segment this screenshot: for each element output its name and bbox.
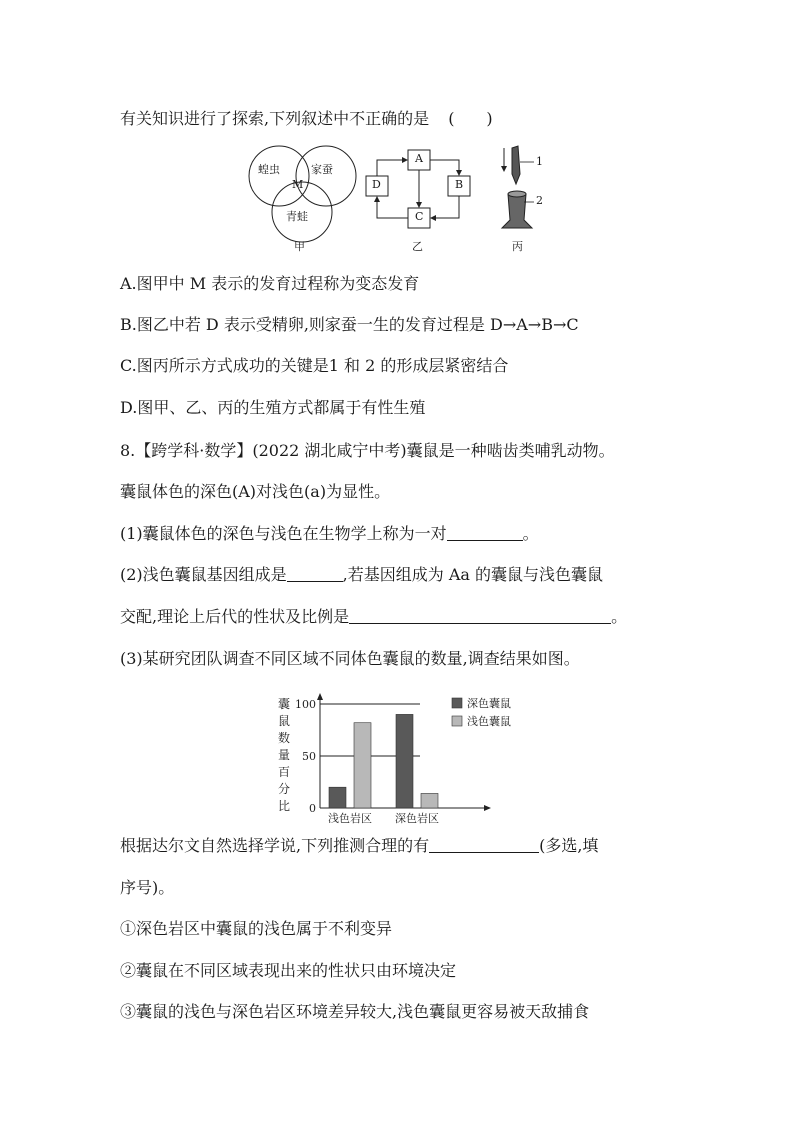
option-d: D.图甲、乙、丙的生殖方式都属于有性生殖: [120, 398, 426, 417]
figure-jia-label: 甲: [294, 240, 305, 253]
arrow-a-to-b: [430, 160, 459, 175]
question8-after-chart-cont: 序号)。: [120, 878, 175, 897]
answer-blank-4[interactable]: [429, 836, 539, 853]
y-tick-label: 0: [309, 802, 316, 815]
scion-shape: [512, 146, 520, 184]
statement-2: ②囊鼠在不同区域表现出来的性状只由环境决定: [120, 961, 457, 980]
option-b: B.图乙中若 D 表示受精卵,则家蚕一生的发育过程是 D→A→B→C: [120, 315, 579, 334]
legend-label: 深色囊鼠: [467, 697, 511, 710]
venn-center-m: M: [292, 178, 304, 191]
y-axis-arrow: [317, 693, 323, 700]
bar-1-1: [421, 793, 438, 808]
stock-shape: [502, 194, 532, 228]
arrow-b-to-c: [431, 196, 459, 218]
question8-after-chart: 根据达尔文自然选择学说,下列推测合理的有 (多选,填: [120, 836, 599, 855]
cycle-label-b: B: [455, 178, 464, 191]
legend-swatch: [452, 716, 462, 726]
y-axis-label-char: 分: [277, 782, 291, 796]
answer-blank-2[interactable]: [287, 565, 343, 582]
answer-paren: ( ): [448, 109, 493, 128]
question8-sub2: (2)浅色囊鼠基因组成是 ,若基因组成为 Aa 的囊鼠与浅色囊鼠: [120, 565, 604, 584]
answer-blank-3[interactable]: [349, 607, 611, 624]
bar-1-0: [396, 714, 413, 808]
figure-bing-grafting: [496, 144, 540, 236]
question8-sub1: (1)囊鼠体色的深色与浅色在生物学上称为一对 。: [120, 524, 539, 543]
figure-bing-label: 丙: [512, 240, 523, 253]
x-tick-label: 深色岩区: [395, 812, 439, 825]
bar-0-0: [329, 787, 346, 808]
venn-label-locust: 蝗虫: [258, 163, 280, 176]
bar-0-1: [354, 723, 371, 808]
x-axis-arrow: [484, 805, 491, 811]
arrow-c-to-d: [377, 197, 408, 218]
cycle-label-d: D: [372, 178, 381, 191]
figure-yi-label: 乙: [412, 240, 423, 253]
venn-label-silkworm: 家蚕: [311, 163, 333, 176]
cycle-label-a: A: [415, 152, 423, 165]
y-axis-label-char: 比: [277, 799, 291, 813]
y-axis-label-char: 鼠: [277, 714, 291, 728]
question8-sub2-cont: 交配,理论上后代的性状及比例是 。: [120, 607, 628, 626]
graft-label-2: 2: [536, 194, 543, 207]
venn-label-frog: 青蛙: [286, 210, 308, 223]
answer-blank-1[interactable]: [447, 524, 523, 541]
cycle-label-c: C: [415, 210, 424, 223]
y-axis-label-char: 百: [277, 765, 291, 779]
y-axis-label-char: 量: [277, 748, 291, 762]
graft-label-1: 1: [536, 155, 543, 168]
question7-stem: 有关知识进行了探索,下列叙述中不正确的是 ( ): [120, 109, 493, 128]
statement-3: ③囊鼠的浅色与深色岩区环境差异较大,浅色囊鼠更容易被天敌捕食: [120, 1002, 590, 1021]
statement-1: ①深色岩区中囊鼠的浅色属于不利变异: [120, 919, 393, 938]
question8-sub3: (3)某研究团队调查不同区域不同体色囊鼠的数量,调查结果如图。: [120, 649, 580, 668]
y-tick-label: 100: [295, 698, 316, 711]
rock-mouse-bar-chart: [262, 688, 542, 828]
option-c: C.图丙所示方式成功的关键是1 和 2 的形成层紧密结合: [120, 356, 509, 375]
y-axis-label-char: 数: [277, 731, 291, 745]
arrow-d-to-a: [377, 160, 407, 176]
legend-swatch: [452, 698, 462, 708]
question8-heading: 8.【跨学科·数学】(2022 湖北咸宁中考)囊鼠是一种啮齿类哺乳动物。: [120, 441, 615, 460]
x-tick-label: 浅色岩区: [328, 812, 372, 825]
option-a: A.图甲中 M 表示的发育过程称为变态发育: [120, 274, 420, 293]
legend-label: 浅色囊鼠: [467, 715, 511, 728]
y-tick-label: 50: [302, 750, 316, 763]
question8-premise: 囊鼠体色的深色(A)对浅色(a)为显性。: [120, 482, 391, 501]
y-axis-label-char: 囊: [277, 697, 291, 711]
